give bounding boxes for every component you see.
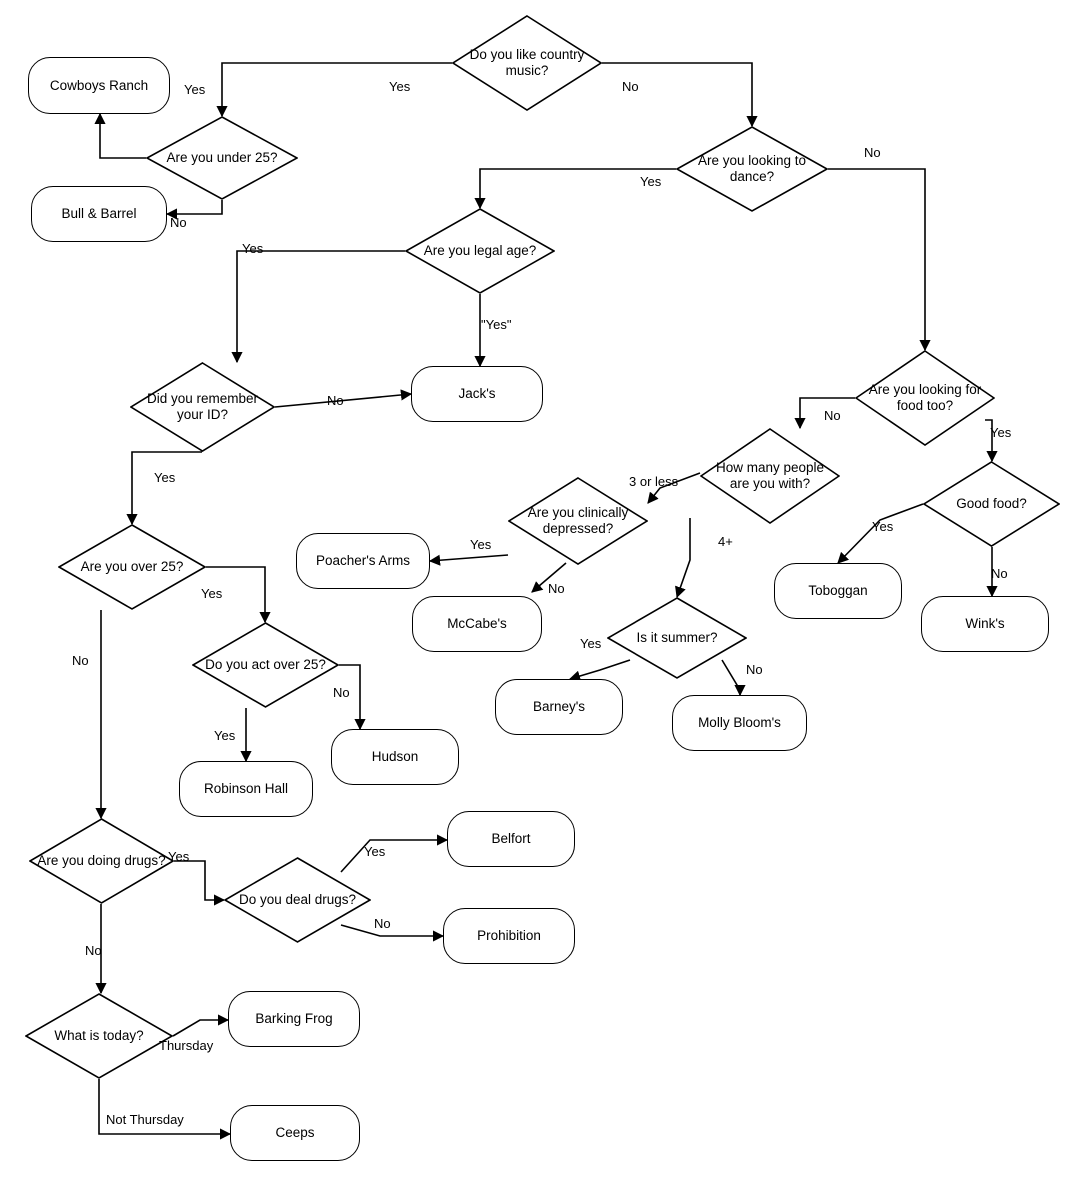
node-label: Did you remember your ID? — [146, 391, 259, 422]
decision-act-over-25[interactable] — [192, 622, 339, 708]
edge-label-deal-yes: Yes — [364, 844, 386, 859]
decision-doing-drugs[interactable] — [29, 818, 174, 904]
terminal-molly-blooms[interactable] — [672, 695, 807, 751]
node-label: Belfort — [491, 831, 531, 847]
edge-label-food-no: No — [824, 408, 841, 423]
node-label: What is today? — [54, 1028, 144, 1044]
edge-label-drugs-no: No — [85, 943, 102, 958]
edge-label-food-yes: Yes — [990, 425, 1012, 440]
terminal-prohibition[interactable] — [443, 908, 575, 964]
node-label: Toboggan — [808, 583, 868, 599]
edge-label-id-no: No — [327, 393, 344, 408]
edge-label-over25-no: No — [72, 653, 89, 668]
terminal-robinson-hall[interactable] — [179, 761, 313, 817]
edge-label-legalage-quoted-yes: "Yes" — [481, 317, 512, 332]
terminal-ceeps[interactable] — [230, 1105, 360, 1161]
decision-clinically-depressed[interactable] — [508, 477, 648, 565]
terminal-toboggan[interactable] — [774, 563, 902, 619]
node-label: How many people are you with? — [715, 460, 825, 491]
node-label: Do you like country music? — [469, 47, 585, 78]
edge-label-id-yes: Yes — [154, 470, 176, 485]
edge-label-act25-no: No — [333, 685, 350, 700]
edge-label-under25-no: No — [170, 215, 187, 230]
edge-label-summer-no: No — [746, 662, 763, 677]
decision-remember-id[interactable] — [130, 362, 275, 452]
node-label: Hudson — [371, 749, 419, 765]
decision-looking-to-dance[interactable] — [676, 126, 828, 212]
edge-label-dance-yes: Yes — [640, 174, 662, 189]
edge-label-depressed-no: No — [548, 581, 565, 596]
terminal-barneys[interactable] — [495, 679, 623, 735]
node-label: Poacher's Arms — [315, 553, 411, 569]
edge-label-goodfood-no: No — [991, 566, 1008, 581]
decision-under-25[interactable] — [146, 116, 298, 200]
node-label: Are you doing drugs? — [37, 853, 166, 869]
edge-label-today-thursday: Thursday — [159, 1038, 214, 1053]
terminal-barking-frog[interactable] — [228, 991, 360, 1047]
node-label: Are you under 25? — [166, 150, 278, 166]
terminal-bull-and-barrel[interactable] — [31, 186, 167, 242]
decision-what-is-today[interactable] — [25, 993, 173, 1079]
edge-label-country-yes: Yes — [389, 79, 411, 94]
decision-looking-for-food[interactable] — [855, 350, 995, 446]
decision-is-it-summer[interactable] — [607, 597, 747, 679]
edge-label-depressed-yes: Yes — [470, 537, 492, 552]
node-label: Ceeps — [275, 1125, 315, 1141]
node-label: Good food? — [956, 496, 1027, 512]
edge-label-act25-yes: Yes — [214, 728, 236, 743]
node-label: Jack's — [458, 386, 496, 402]
edge-label-over25-yes: Yes — [201, 586, 223, 601]
edge-label-deal-no: No — [374, 916, 391, 931]
node-label: Robinson Hall — [203, 781, 289, 797]
node-label: Do you act over 25? — [205, 657, 326, 673]
node-label: Barney's — [532, 699, 586, 715]
node-label: Prohibition — [477, 928, 541, 944]
node-label: Molly Bloom's — [698, 715, 781, 731]
node-label: Are you clinically depressed? — [527, 505, 629, 536]
node-label: Are you looking for food too? — [868, 382, 982, 413]
decision-deal-drugs[interactable] — [224, 857, 371, 943]
edge-label-drugs-yes: Yes — [168, 849, 190, 864]
edge-label-legalage-yes: Yes — [242, 241, 264, 256]
decision-how-many-people[interactable] — [700, 428, 840, 524]
node-label: Are you legal age? — [423, 243, 537, 259]
node-label: Are you over 25? — [80, 559, 184, 575]
edge-label-goodfood-yes: Yes — [872, 519, 894, 534]
edge-label-today-not-thursday: Not Thursday — [106, 1112, 184, 1127]
terminal-jacks[interactable] — [411, 366, 543, 422]
terminal-belfort[interactable] — [447, 811, 575, 867]
terminal-cowboys-ranch[interactable] — [28, 57, 170, 114]
terminal-poachers-arms[interactable] — [296, 533, 430, 589]
decision-country-music[interactable] — [452, 15, 602, 111]
terminal-winks[interactable] — [921, 596, 1049, 652]
edge-label-summer-yes: Yes — [580, 636, 602, 651]
decision-legal-age[interactable] — [405, 208, 555, 294]
terminal-mccabes[interactable] — [412, 596, 542, 652]
decision-good-food[interactable] — [923, 461, 1060, 547]
node-label: McCabe's — [447, 616, 507, 632]
node-label: Are you looking to dance? — [697, 153, 807, 184]
node-label: Barking Frog — [255, 1011, 333, 1027]
edge-label-under25-yes: Yes — [184, 82, 206, 97]
node-label: Wink's — [965, 616, 1005, 632]
edge-label-dance-no: No — [864, 145, 881, 160]
edge-label-country-no: No — [622, 79, 639, 94]
node-label: Cowboys Ranch — [49, 77, 149, 93]
node-label: Bull & Barrel — [61, 206, 137, 222]
node-label: Is it summer? — [636, 630, 718, 646]
node-label: Do you deal drugs? — [238, 892, 357, 908]
edge-label-howmany-3-or-less: 3 or less — [629, 474, 679, 489]
decision-over-25[interactable] — [58, 524, 206, 610]
edge-label-howmany-4plus: 4+ — [718, 534, 733, 549]
terminal-hudson[interactable] — [331, 729, 459, 785]
